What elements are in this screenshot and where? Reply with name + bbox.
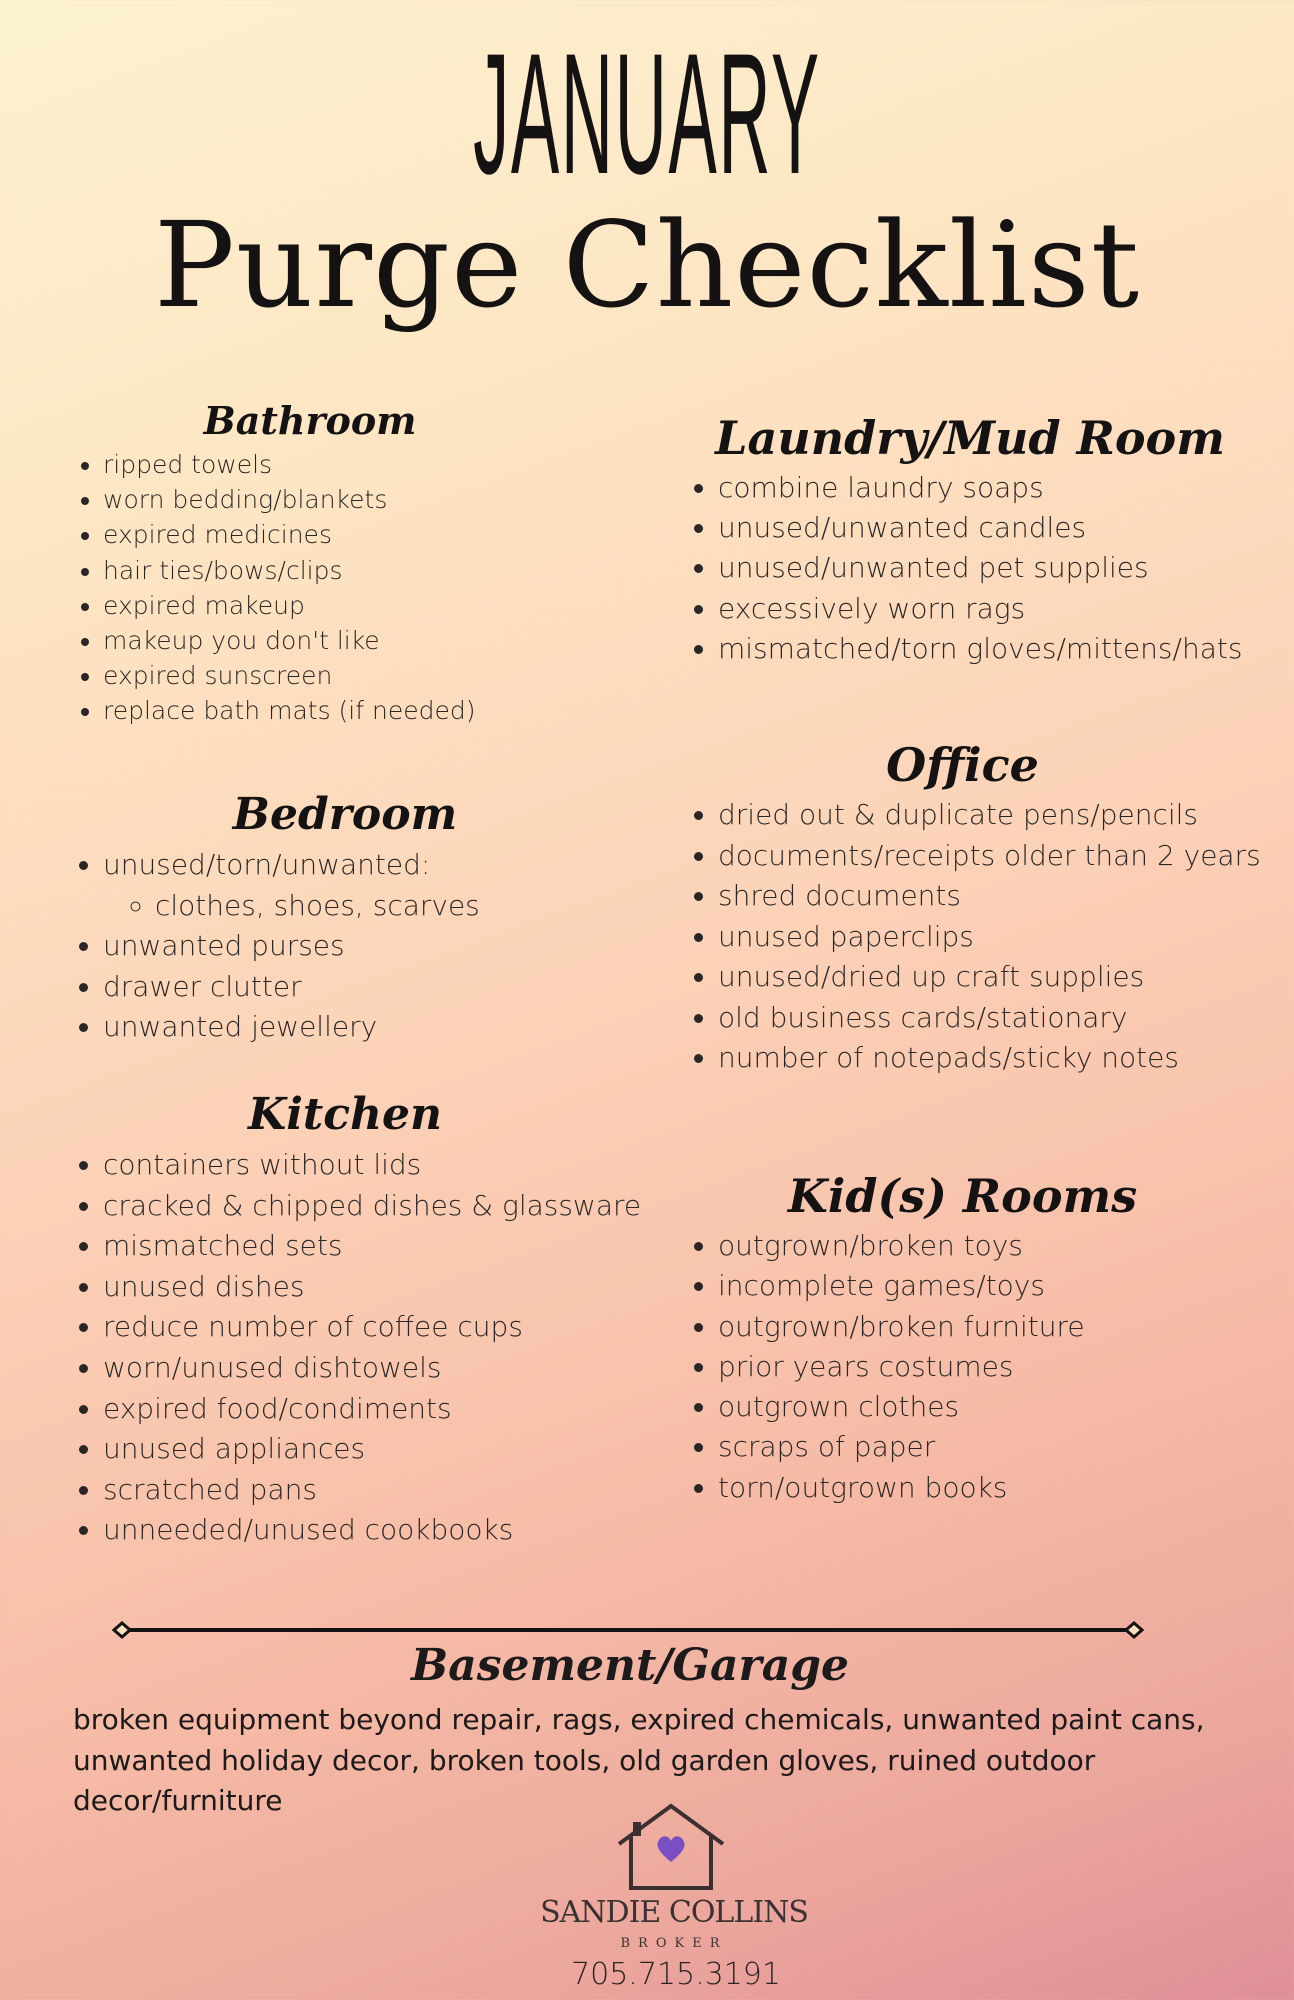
list-item: • reduce number of coffee cups: [103, 1307, 675, 1348]
list-item: • scratched pans: [103, 1470, 675, 1511]
list-item: • combine laundry soaps: [718, 468, 1270, 508]
phone-number: 705.715.3191: [571, 1957, 781, 1992]
list-item: • containers without lids: [103, 1145, 675, 1186]
office-list: [670, 795, 1270, 1079]
list-item: • expired makeup: [103, 588, 575, 623]
brand-subtitle: BROKER: [620, 1936, 728, 1951]
list-item: • hair ties/bows/clips: [103, 553, 575, 588]
list-item: • dried out & duplicate pens/pencils: [718, 795, 1270, 836]
list-item: • prior years costumes: [718, 1347, 1270, 1387]
list-item: • documents/receipts older than 2 years: [718, 836, 1270, 877]
brand-name: SANDIE COLLINS: [540, 1895, 808, 1930]
kitchen-list: [55, 1145, 675, 1551]
page-title: Purge Checklist: [153, 196, 1141, 334]
list-item: • outgrown/broken furniture: [718, 1307, 1270, 1347]
month-heading: JANUARY: [473, 18, 821, 210]
list-item: • outgrown clothes: [718, 1387, 1270, 1427]
house-chimney: [633, 1822, 641, 1836]
bathroom-section: [55, 395, 575, 729]
list-item: • mismatched sets: [103, 1226, 675, 1267]
list-item: • cracked & chipped dishes & glassware: [103, 1186, 675, 1227]
list-item: • drawer clutter: [103, 967, 655, 1008]
list-item: • torn/outgrown books: [718, 1468, 1270, 1508]
bedroom-sublist: [103, 886, 655, 927]
bathroom-list: [55, 447, 575, 729]
bedroom-section: [55, 785, 655, 1048]
bathroom-title: Bathroom: [203, 398, 417, 443]
divider-diamond-right-icon: [1126, 1623, 1142, 1637]
basement-text: broken equipment beyond repair, rags, expired chemicals, unwanted paint cans, unwanted holiday decor, broken tools, old garden gloves, ruined outdoor decor/furniture: [73, 1703, 1205, 1817]
sub-list-item: ◦ clothes, shoes, scarves: [155, 886, 655, 927]
list-item: • makeup you don't like: [103, 623, 575, 658]
basement-title: Basement/Garage: [411, 1640, 849, 1691]
office-section: [670, 735, 1270, 1079]
list-item: • expired food/condiments: [103, 1389, 675, 1430]
list-item: • worn bedding/blankets: [103, 482, 575, 517]
kitchen-section: [55, 1085, 675, 1551]
list-item: • unused dishes: [103, 1267, 675, 1308]
list-item: • ripped towels: [103, 447, 575, 482]
list-item: • mismatched/torn gloves/mittens/hats: [718, 629, 1270, 669]
list-item: • old business cards/stationary: [718, 998, 1270, 1039]
bedroom-title: Bedroom: [232, 789, 458, 840]
laundry-title: Laundry/Mud Room: [715, 411, 1225, 465]
office-title: Office: [886, 738, 1039, 792]
list-item: • unwanted purses: [103, 926, 655, 967]
kids-rooms-list: [670, 1226, 1270, 1508]
list-item: • outgrown/broken toys: [718, 1226, 1270, 1266]
list-item: • expired medicines: [103, 517, 575, 552]
list-item: • replace bath mats (if needed): [103, 693, 575, 728]
list-item: • worn/unused dishtowels: [103, 1348, 675, 1389]
list-item: • unwanted jewellery: [103, 1007, 655, 1048]
list-item-label: unused/torn/unwanted:: [103, 848, 431, 881]
bedroom-list: [55, 845, 655, 1048]
kids-rooms-section: [670, 1166, 1270, 1508]
list-item: • unused/unwanted candles: [718, 508, 1270, 548]
list-item: [103, 845, 655, 926]
laundry-list: [670, 468, 1270, 669]
list-item: • unused paperclips: [718, 917, 1270, 958]
list-item: • unused appliances: [103, 1429, 675, 1470]
list-item: • excessively worn rags: [718, 589, 1270, 629]
list-item: • incomplete games/toys: [718, 1266, 1270, 1306]
heart-icon: [658, 1836, 685, 1862]
divider-diamond-left-icon: [114, 1623, 130, 1637]
list-item: • shred documents: [718, 876, 1270, 917]
house-heart-icon: [615, 1802, 727, 1892]
list-item: • expired sunscreen: [103, 658, 575, 693]
list-item: • unused/dried up craft supplies: [718, 957, 1270, 998]
list-item: • unused/unwanted pet supplies: [718, 548, 1270, 588]
kids-rooms-title: Kid(s) Rooms: [787, 1169, 1138, 1223]
list-item: • scraps of paper: [718, 1427, 1270, 1467]
laundry-section: [670, 408, 1270, 669]
list-item: • unneeded/unused cookbooks: [103, 1510, 675, 1551]
list-item: • number of notepads/sticky notes: [718, 1038, 1270, 1079]
kitchen-title: Kitchen: [247, 1089, 443, 1140]
